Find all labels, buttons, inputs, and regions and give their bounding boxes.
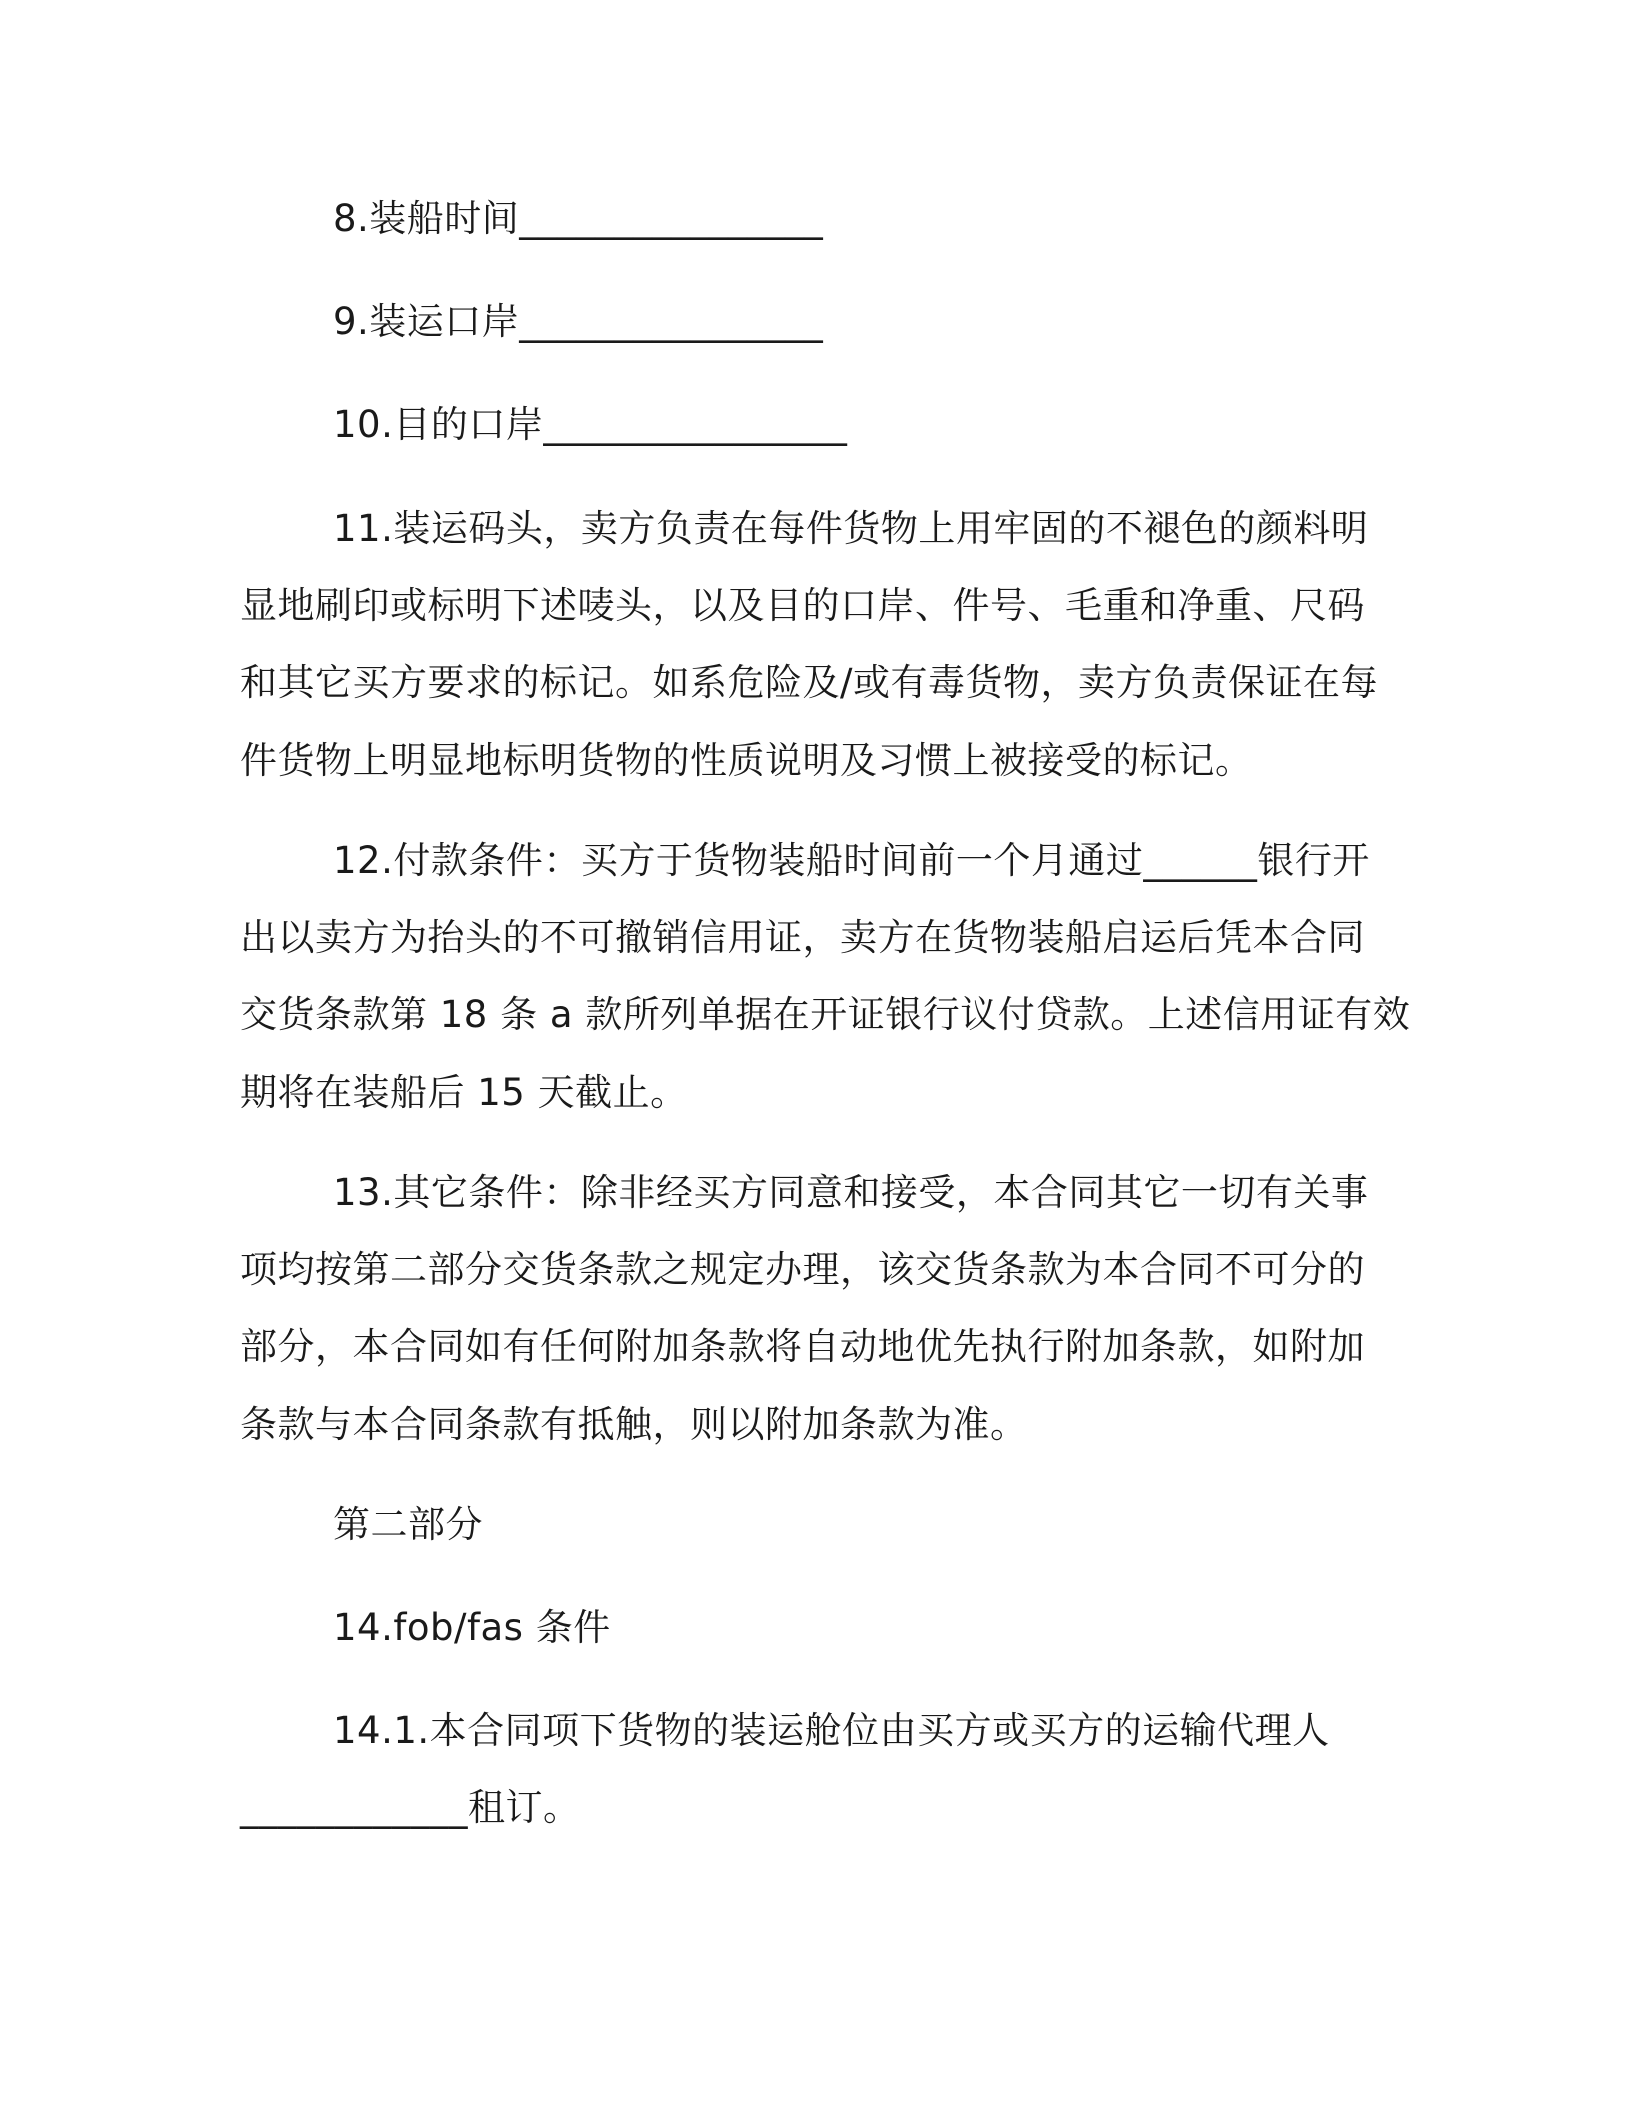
- item-11-line-1: 11.装运码头，卖方负责在每件货物上用牢固的不褪色的颜料明: [333, 507, 1369, 550]
- item-12-line-2: 出以卖方为抬头的不可撤销信用证，卖方在货物装船启运后凭本合同: [240, 916, 1365, 959]
- item-11-line-3: 和其它买方要求的标记。如系危险及/或有毒货物，卖方负责保证在每: [240, 661, 1378, 704]
- item-13-line-3: 部分，本合同如有任何附加条款将自动地优先执行附加条款，如附加: [240, 1325, 1365, 1368]
- item-14-1-line-1: 14.1.本合同项下货物的装运舱位由买方或买方的运输代理人: [333, 1709, 1330, 1752]
- item-10-destination-port: 10.目的口岸________________: [333, 403, 848, 446]
- part-two-heading: 第二部分: [333, 1503, 483, 1546]
- item-9-loading-port: 9.装运口岸________________: [333, 300, 824, 343]
- item-12-line-1: 12.付款条件：买方于货物装船时间前一个月通过______银行开: [333, 839, 1370, 882]
- item-13-line-1: 13.其它条件：除非经买方同意和接受，本合同其它一切有关事: [333, 1171, 1369, 1214]
- item-14-1-line-2: ____________租订。: [240, 1786, 581, 1829]
- item-8-shipment-time: 8.装船时间________________: [333, 197, 824, 240]
- item-12-line-4: 期将在装船后 15 天截止。: [240, 1071, 688, 1114]
- item-14-heading: 14.fob/fas 条件: [333, 1606, 611, 1649]
- item-12-line-3: 交货条款第 18 条 a 款所列单据在开证银行议付贷款。上述信用证有效: [240, 993, 1411, 1036]
- item-13-line-4: 条款与本合同条款有抵触，则以附加条款为准。: [240, 1403, 1028, 1446]
- item-11-line-4: 件货物上明显地标明货物的性质说明及习惯上被接受的标记。: [240, 739, 1253, 782]
- item-13-line-2: 项均按第二部分交货条款之规定办理，该交货条款为本合同不可分的: [240, 1248, 1365, 1291]
- item-11-line-2: 显地刷印或标明下述唛头，以及目的口岸、件号、毛重和净重、尺码: [240, 584, 1365, 627]
